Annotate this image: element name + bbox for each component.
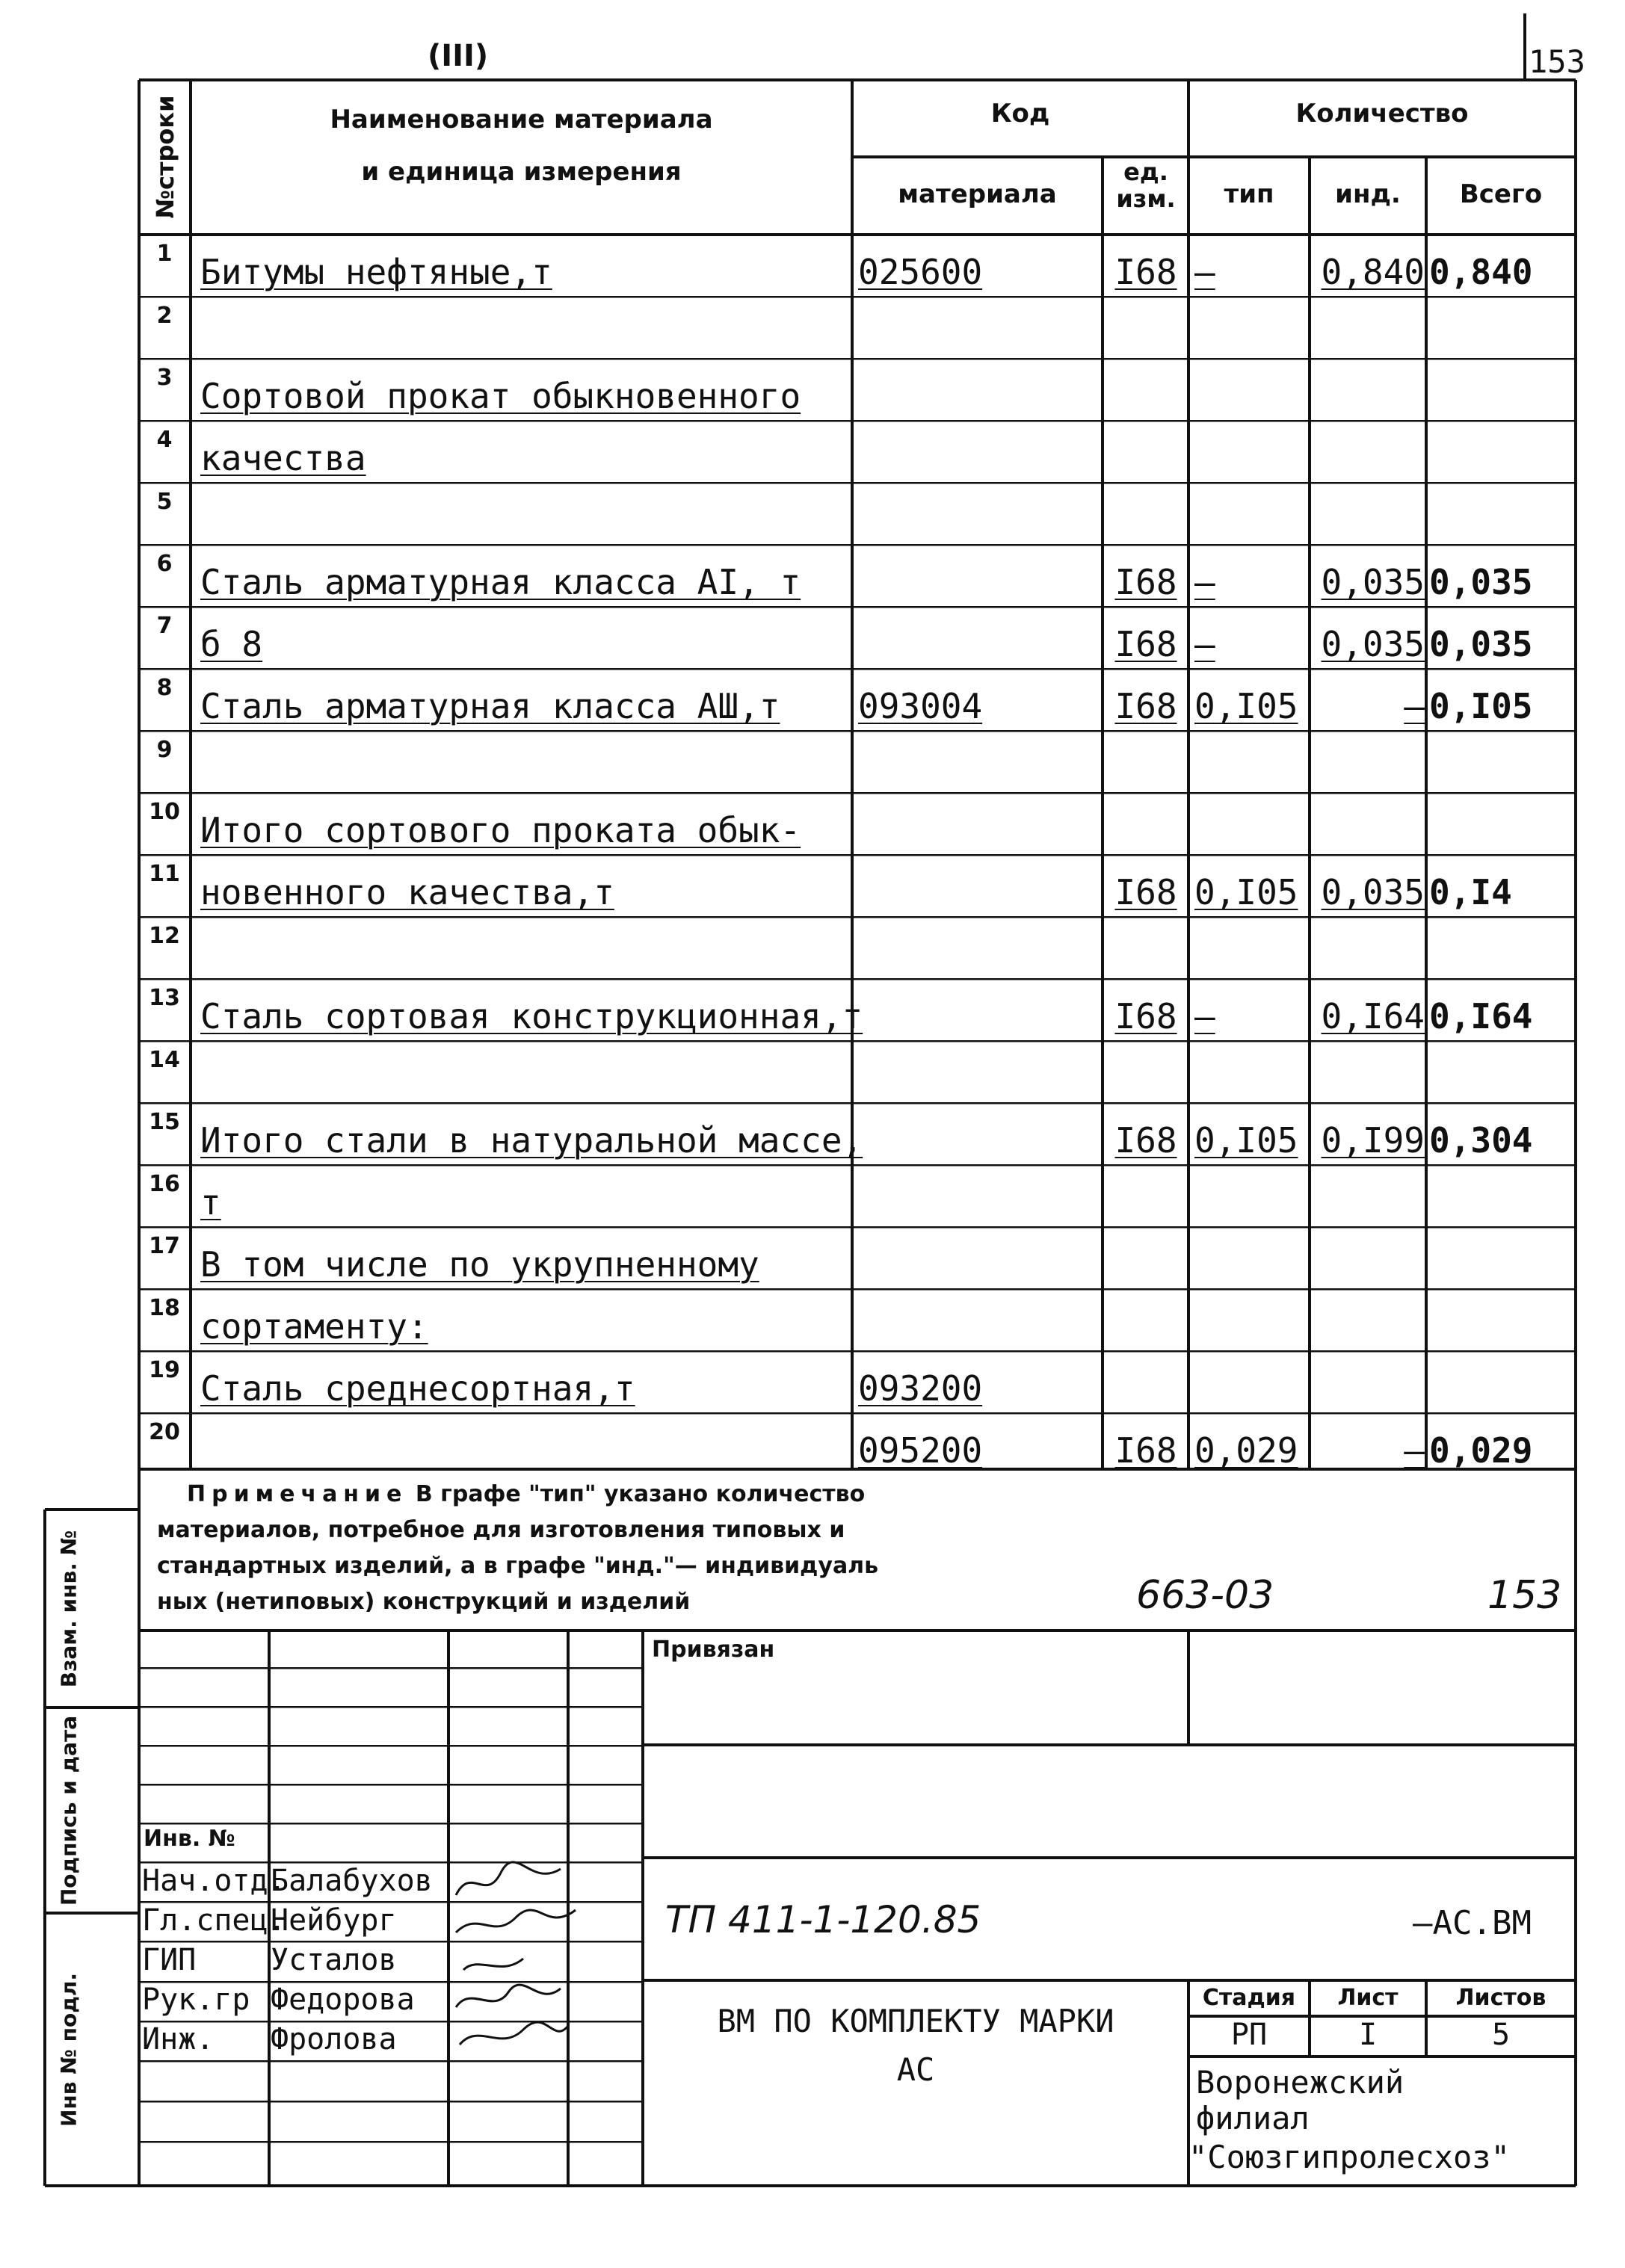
row-number: 1 [156,241,173,267]
header-row-number-label: №строки [151,95,179,219]
header-q-type: тип [1224,179,1274,209]
qty-type: 0,I05 [1194,1120,1298,1161]
row-number: 19 [149,1357,180,1383]
staff-role: ГИП [142,1943,197,1977]
signature-5 [460,2022,568,2045]
project-code: ТП 411-1-120.85 [665,1898,981,1941]
staff-role: Гл.спец. [142,1903,286,1938]
material-name: Итого стали в натуральной массе, [200,1120,863,1161]
material-name: новенного качества,т [200,872,614,912]
signature-3 [463,1959,523,1970]
qty-total: 0,029 [1429,1430,1533,1471]
qty-ind: 0,035 [1321,872,1425,912]
org-line-3: "Союзгипролесхоз" [1188,2139,1510,2175]
side-label-podpis-box [46,1708,91,1913]
row-number: 3 [156,365,173,391]
note-line-1 [187,1481,865,1507]
row-number: 4 [156,427,173,453]
row-number: 13 [149,985,180,1011]
row-number: 20 [149,1419,180,1445]
sheet-title-line-2: АС [896,2051,935,2088]
header-quantity: Количество [1295,99,1469,129]
sheet-label: Лист [1337,1985,1399,2011]
row-number: 7 [156,613,173,639]
qty-ind: 0,I99 [1321,1120,1425,1161]
note-heading: Примечание [187,1481,408,1507]
row-number: 11 [149,861,180,887]
qty-type: – [1194,562,1215,602]
qty-ind: 0,840 [1321,252,1425,292]
qty-type: – [1194,252,1215,292]
material-name: т [200,1182,221,1223]
unit-code: I68 [1114,1120,1177,1161]
note-line-3: стандартных изделий, а в графе "инд."— индивидуаль [157,1553,879,1579]
side-label-podpis: Подпись и дата [56,1715,81,1906]
org-line-1: Воронежский [1196,2064,1404,2101]
page-number: 153 [1529,43,1585,80]
staff-role: Инж. [142,2022,215,2057]
row-number: 15 [149,1109,180,1135]
staff-role: Нач.отд. [142,1864,286,1898]
signature-1 [456,1862,561,1895]
qty-type: 0,029 [1194,1430,1298,1471]
qty-total: 0,035 [1429,624,1533,664]
stage-value: РП [1230,2018,1268,2052]
row-number: 8 [156,675,173,701]
side-label-inv-box [46,1913,91,2186]
side-label-inv-podl: Инв № подл. [56,1972,81,2127]
stage-label: Стадия [1202,1985,1296,2011]
material-name: Сортовой прокат обыкновенного [200,376,801,416]
qty-total: 0,035 [1429,562,1533,602]
qty-type: – [1194,624,1215,664]
qty-total: 0,I05 [1429,686,1533,726]
org-line-2: филиал [1196,2100,1310,2136]
header-code: Код [990,99,1050,129]
note-line-1-text: В графе "тип" указано количество [415,1481,866,1507]
qty-total: 0,I64 [1429,996,1533,1036]
material-code: 025600 [858,252,983,292]
sheets-value: 5 [1491,2018,1511,2052]
side-label-vzam-box [46,1510,91,1708]
row-number: 5 [156,489,173,515]
header-code-material: материала [898,179,1057,209]
note-line-2: материалов, потребное для изготовления типовых и [157,1517,845,1543]
qty-type: – [1194,996,1215,1036]
unit-code: I68 [1114,872,1177,912]
material-name: Сталь арматурная класса AШ,т [200,686,780,726]
row-number: 12 [149,923,180,949]
header-q-ind: инд. [1335,179,1401,209]
doc-number: 663-03 [1136,1573,1274,1618]
material-name: В том числе по укрупненному [200,1244,759,1285]
header-name-line1: Наименование материала [330,105,713,135]
unit-code: I68 [1114,252,1177,292]
qty-total: 0,I4 [1429,872,1512,912]
material-name: Итого сортового проката обык- [200,810,801,850]
inv-number-label: Инв. № [144,1826,235,1852]
signatures [448,1858,583,2067]
unit-code: I68 [1114,624,1177,664]
qty-ind: 0,035 [1321,624,1425,664]
material-name: Сталь арматурная класса AI, т [200,562,801,602]
material-name: сортаменту: [200,1306,428,1347]
material-code: 095200 [858,1430,983,1471]
row-number: 6 [156,551,173,577]
qty-type: 0,I05 [1194,686,1298,726]
staff-name: Нейбург [271,1903,397,1938]
qty-ind: 0,035 [1321,562,1425,602]
unit-code: I68 [1114,996,1177,1036]
header-code-unit: ед. изм. [1116,158,1176,213]
qty-ind: – [1404,686,1425,726]
staff-role: Рук.гр [142,1983,250,2017]
signature-4 [456,1985,561,2007]
staff-name: Федорова [271,1983,415,2017]
header-name-line2: и единица измерения [361,157,682,187]
signature-2 [456,1910,576,1932]
row-number: 10 [149,799,180,825]
material-code: 093200 [858,1368,983,1409]
row-number: 2 [156,303,173,329]
qty-type: 0,I05 [1194,872,1298,912]
privyazan-label: Привязан [652,1637,775,1663]
sheet-number-handwritten: 153 [1487,1573,1562,1618]
material-name: качества [200,438,366,478]
header-row-number [142,82,188,232]
sheet-value: I [1358,2018,1378,2052]
qty-ind: 0,I64 [1321,996,1425,1036]
staff-name: Балабухов [271,1864,433,1898]
row-number: 17 [149,1233,180,1259]
side-label-vzam: Взам. инв. № [56,1530,81,1687]
header-q-total: Всего [1459,179,1543,209]
row-number: 18 [149,1295,180,1321]
sheets-label: Листов [1455,1985,1547,2011]
unit-code: I68 [1114,686,1177,726]
row-number: 9 [156,737,173,763]
material-name: Сталь среднесортная,т [200,1368,635,1409]
top-mark: (III) [428,39,489,73]
row-number: 16 [149,1171,180,1197]
row-number: 14 [149,1047,180,1073]
qty-ind: – [1404,1430,1425,1471]
project-suffix: –АС.ВМ [1413,1904,1532,1942]
note-line-4: ных (нетиповых) конструкций и изделий [157,1589,691,1615]
material-name: Сталь сортовая конструкционная,т [200,996,863,1036]
qty-total: 0,304 [1429,1120,1533,1161]
unit-code: I68 [1114,562,1177,602]
staff-name: Фролова [271,2022,397,2057]
material-name: б 8 [200,624,263,664]
qty-total: 0,840 [1429,252,1533,292]
material-name: Битумы нефтяные,т [200,252,552,292]
staff-name: Усталов [271,1943,397,1977]
material-code: 093004 [858,686,983,726]
sheet-title-line-1: ВМ ПО КОМПЛЕКТУ МАРКИ [717,2003,1114,2039]
unit-code: I68 [1114,1430,1177,1471]
